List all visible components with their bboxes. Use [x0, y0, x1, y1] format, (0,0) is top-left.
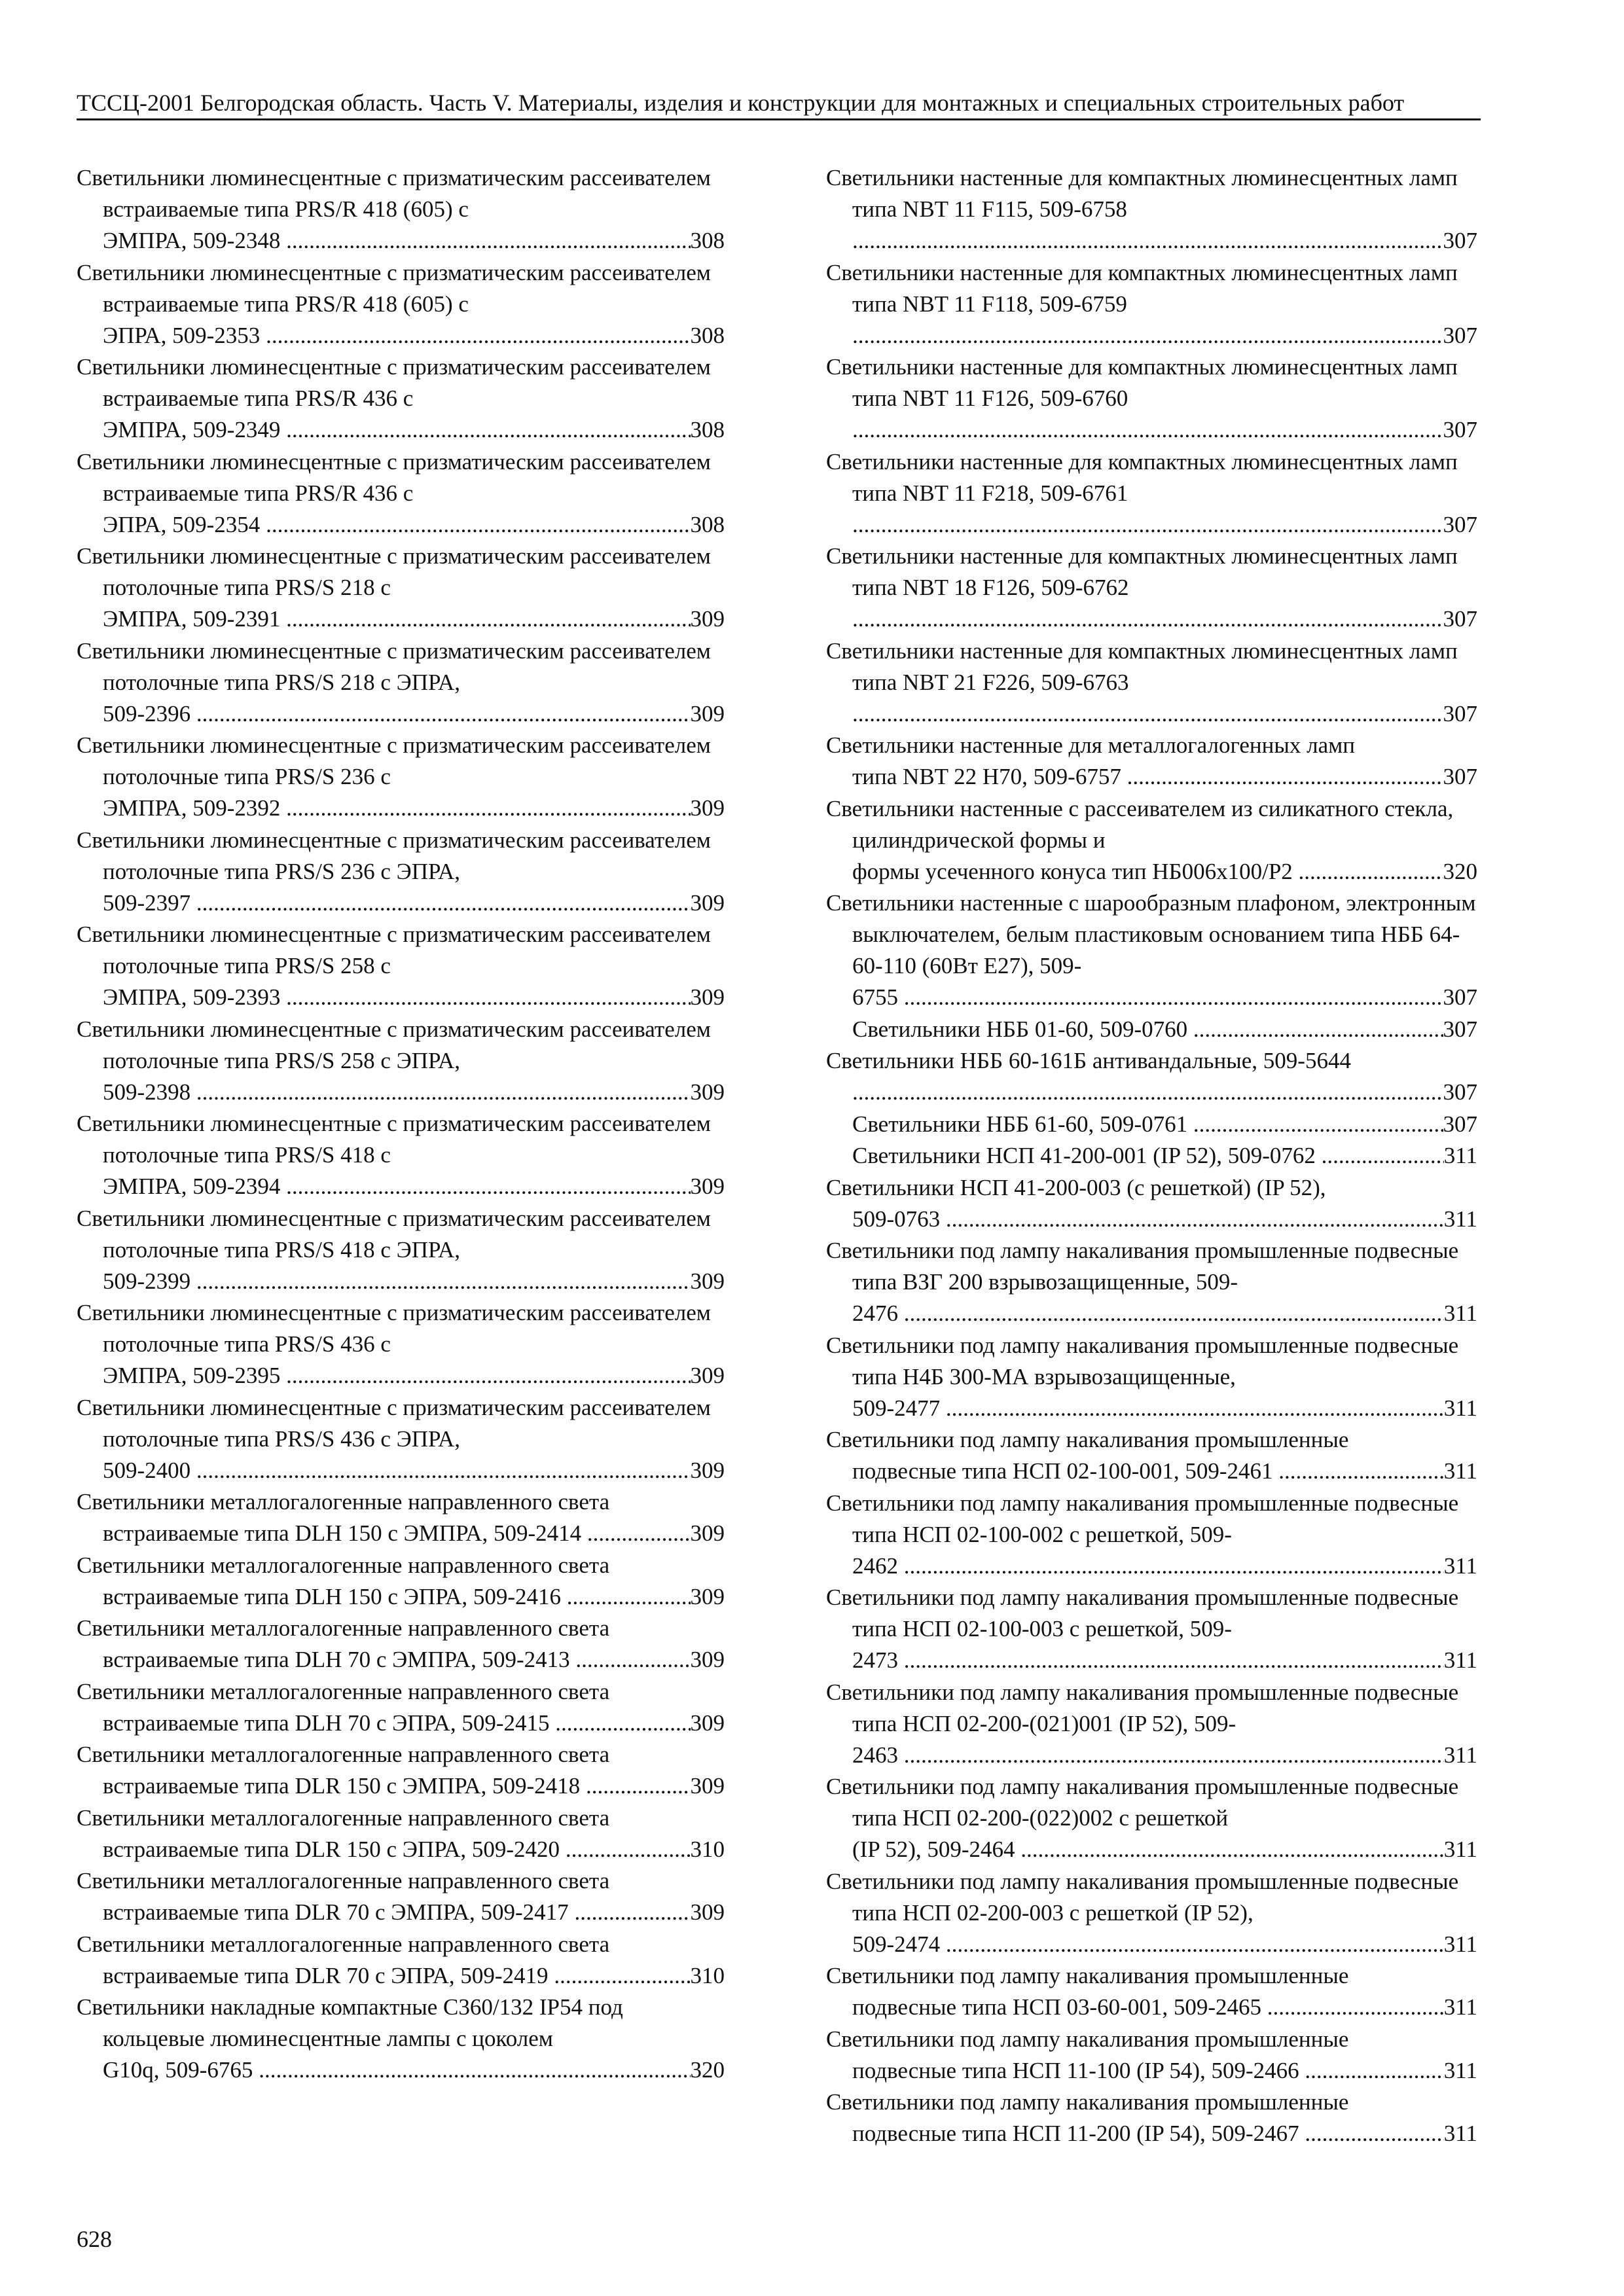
- index-entry: [826, 1140, 1477, 1172]
- entry-page-number: 311: [1443, 1994, 1477, 2020]
- index-entry: [826, 793, 1477, 888]
- entry-page-number: 309: [690, 1174, 725, 1199]
- entry-page-number: 309: [690, 1457, 725, 1483]
- index-entry: [826, 1582, 1477, 1676]
- entry-leader-line: [852, 1109, 1477, 1140]
- index-column-left: [77, 162, 725, 2087]
- entry-text: Светильники настенные для компактных люминесцентных ламп типа NBT 11 F218, 509-6761: [826, 448, 1458, 506]
- entry-page-number: 307: [1443, 228, 1477, 253]
- entry-page-number: 309: [690, 1773, 725, 1799]
- entry-leader-line: [103, 1171, 725, 1202]
- index-entry: [77, 1929, 725, 1992]
- index-entry: [77, 1676, 725, 1739]
- entry-leader-line: [852, 1834, 1477, 1865]
- entry-text: Светильники настенные с шарообразным плафоном, электронным выключателем, белым пластиковым основанием типа НББ 64-60-110 (60Вт E27), 509-: [826, 890, 1476, 978]
- entry-leader-line: [103, 603, 725, 635]
- index-entry: [826, 1045, 1477, 1108]
- entry-text: Светильники металлогалогенные направленного света: [77, 1489, 610, 1515]
- entry-text-end: [852, 698, 1443, 730]
- entry-text: Светильники под лампу накаливания промышленные подвесные типа Н4Б 300-МА взрывозащищенные,: [826, 1332, 1459, 1390]
- entry-text-end: встраиваемые типа DLR 70 с ЭМПРА, 509-2417 .....: [103, 1897, 691, 1928]
- entry-page-number: 311: [1443, 1458, 1477, 1484]
- index-entry: [826, 2087, 1477, 2149]
- index-entry: [826, 1677, 1477, 1771]
- entry-text: Светильники люминесцентные с призматическим рассеивателем встраиваемые типа PRS/R 436 с: [77, 448, 711, 506]
- entry-text-end: подвесные типа НСП 02-100-001, 509-2461 .....: [852, 1456, 1444, 1487]
- entry-text: Светильники люминесцентные с призматическим рассеивателем потолочные типа PRS/S 218 с ЭПРА,: [77, 637, 711, 695]
- entry-leader-line: [103, 1077, 725, 1108]
- entry-text-end: ЭМПРА, 509-2392 .....: [103, 793, 691, 824]
- entry-leader-line: [852, 225, 1477, 257]
- entry-leader-line: [852, 698, 1477, 730]
- entry-text-end: встраиваемые типа DLR 70 с ЭПРА, 509-2419 .....: [103, 1960, 691, 1992]
- entry-text: Светильники настенные с рассеивателем из силикатного стекла, цилиндрической формы и: [826, 795, 1454, 853]
- entry-leader-line: [852, 509, 1477, 541]
- entry-leader-line: [852, 603, 1477, 635]
- entry-leader-line: [852, 1740, 1477, 1771]
- entry-leader-line: [103, 1266, 725, 1297]
- entry-text: Светильники настенные для компактных люминесцентных ламп типа NBT 11 F118, 509-6759: [826, 259, 1458, 317]
- entry-page-number: 308: [690, 228, 725, 253]
- entry-page-number: 311: [1443, 1931, 1477, 1957]
- entry-text-end: подвесные типа НСП 03-60-001, 509-2465 .....: [852, 1992, 1444, 2023]
- entry-text: Светильники под лампу накаливания промышленные подвесные типа ВЗГ 200 взрывозащищенные, 509-: [826, 1238, 1459, 1295]
- entry-leader-line: [103, 320, 725, 351]
- index-entry: [77, 446, 725, 541]
- entry-leader-line: [852, 1077, 1477, 1108]
- index-entry: [826, 1866, 1477, 1960]
- entry-page-number: 307: [1443, 511, 1477, 537]
- index-entry: [826, 351, 1477, 446]
- index-entry: [826, 1424, 1477, 1487]
- entry-leader-line: [852, 761, 1477, 793]
- entry-leader-line: [103, 509, 725, 541]
- entry-page-number: 320: [690, 2057, 725, 2083]
- entry-text: Светильники люминесцентные с призматическим рассеивателем потолочные типа PRS/S 236 с ЭПРА,: [77, 827, 711, 884]
- entry-text: Светильники люминесцентные с призматическим рассеивателем встраиваемые типа PRS/R 418 (605) с: [77, 259, 711, 317]
- entry-page-number: 311: [1443, 1300, 1477, 1326]
- entry-text-end: ЭМПРА, 509-2349 .....: [103, 414, 691, 446]
- entry-text: Светильники люминесцентные с призматическим рассеивателем потолочные типа PRS/S 236 с: [77, 732, 711, 789]
- entry-text-end: Светильники НББ 61-60, 509-0761 .....: [852, 1109, 1443, 1140]
- entry-page-number: 309: [690, 1899, 725, 1925]
- entry-leader-line: [852, 1645, 1477, 1676]
- index-entry: [826, 1235, 1477, 1329]
- index-entry: [826, 1172, 1477, 1235]
- entry-text: Светильники металлогалогенные направленного света: [77, 1804, 610, 1831]
- index-entry: [77, 919, 725, 1013]
- entry-text-end: Светильники НСП 41-200-001 (IP 52), 509-0762 .....: [852, 1140, 1444, 1172]
- entry-text: Светильники настенные для металлогалогенных ламп: [826, 732, 1355, 758]
- entry-page-number: 310: [690, 1962, 725, 1988]
- entry-text-end: 2476 .....: [852, 1298, 1444, 1329]
- entry-text-end: ЭМПРА, 509-2394 .....: [103, 1171, 691, 1202]
- index-entry: [826, 1960, 1477, 2023]
- index-entry: [77, 1803, 725, 1865]
- entry-leader-line: [852, 1204, 1477, 1235]
- entry-leader-line: [852, 1992, 1477, 2023]
- index-entry: [826, 162, 1477, 257]
- entry-leader-line: [103, 1770, 725, 1802]
- entry-leader-line: [103, 793, 725, 824]
- entry-text-end: (IP 52), 509-2464 .....: [852, 1834, 1444, 1865]
- entry-leader-line: [852, 1929, 1477, 1960]
- entry-text-end: ЭМПРА, 509-2393 .....: [103, 982, 691, 1013]
- index-entry: [77, 162, 725, 257]
- entry-page-number: 311: [1443, 1837, 1477, 1862]
- entry-leader-line: [103, 1360, 725, 1391]
- entry-page-number: 311: [1443, 2057, 1477, 2083]
- entry-leader-line: [103, 1708, 725, 1739]
- entry-text-end: [852, 320, 1443, 351]
- entry-leader-line: [103, 414, 725, 446]
- entry-leader-line: [852, 1551, 1477, 1582]
- entry-leader-line: [103, 1518, 725, 1549]
- index-entry: [77, 541, 725, 635]
- entry-leader-line: [852, 1393, 1477, 1424]
- index-entry: [77, 1865, 725, 1928]
- index-entry: [77, 1992, 725, 2086]
- entry-text-end: ЭПРА, 509-2353 .....: [103, 320, 691, 351]
- entry-page-number: 311: [1443, 2121, 1477, 2146]
- entry-text-end: ЭПРА, 509-2354 .....: [103, 509, 691, 541]
- entry-text: Светильники люминесцентные с призматическим рассеивателем потолочные типа PRS/S 258 с ЭПРА,: [77, 1016, 711, 1073]
- entry-text: Светильники металлогалогенные направленного света: [77, 1742, 610, 1767]
- entry-text-end: 2473 .....: [852, 1645, 1444, 1676]
- index-entry: [826, 2024, 1477, 2087]
- entry-page-number: 308: [690, 322, 725, 348]
- entry-leader-line: [852, 856, 1477, 888]
- entry-text-end: типа NBT 22 H70, 509-6757 .....: [852, 761, 1443, 793]
- entry-page-number: 307: [1443, 1016, 1477, 1042]
- index-entry: [826, 257, 1477, 351]
- entry-page-number: 309: [690, 889, 725, 916]
- entry-page-number: 311: [1443, 1742, 1477, 1768]
- entry-page-number: 308: [690, 417, 725, 442]
- entry-page-number: 307: [1443, 322, 1477, 348]
- index-entry: [77, 1550, 725, 1613]
- entry-text-end: встраиваемые типа DLR 150 с ЭПРА, 509-2420 .....: [103, 1834, 691, 1865]
- entry-text: Светильники под лампу накаливания промышленные: [826, 2026, 1349, 2052]
- entry-text-end: 6755 .....: [852, 982, 1443, 1013]
- entry-text: Светильники металлогалогенные направленного света: [77, 1552, 610, 1578]
- entry-leader-line: [103, 2054, 725, 2086]
- entry-text: Светильники под лампу накаливания промышленные: [826, 1963, 1349, 1988]
- entry-text: Светильники металлогалогенные направленного света: [77, 1931, 610, 1957]
- entry-text-end: подвесные типа НСП 11-100 (IP 54), 509-2466 .....: [852, 2055, 1444, 2087]
- entry-leader-line: [852, 982, 1477, 1013]
- entry-text: Светильники люминесцентные с призматическим рассеивателем встраиваемые типа PRS/R 418 (605) с: [77, 165, 711, 222]
- entry-page-number: 309: [690, 1268, 725, 1294]
- entry-text-end: 509-0763 .....: [852, 1204, 1444, 1235]
- index-entry: [826, 730, 1477, 793]
- entry-text-end: 2463 .....: [852, 1740, 1444, 1771]
- entry-text-end: ЭМПРА, 509-2348 .....: [103, 225, 691, 257]
- entry-text: Светильники НББ 60-161Б антивандальные, 509-5644: [826, 1048, 1351, 1073]
- entry-text-end: 509-2477 .....: [852, 1393, 1444, 1424]
- entry-text: Светильники под лампу накаливания промышленные: [826, 1427, 1349, 1452]
- index-entry: [77, 1297, 725, 1391]
- entry-text: Светильники люминесцентные с призматическим рассеивателем потолочные типа PRS/S 418 с ЭПРА,: [77, 1205, 711, 1263]
- entry-page-number: 309: [690, 1647, 725, 1672]
- entry-page-number: 309: [690, 1363, 725, 1388]
- entry-text: Светильники под лампу накаливания промышленные подвесные типа НСП 02-100-003 с решеткой, 509-: [826, 1585, 1459, 1641]
- entry-page-number: 309: [690, 795, 725, 821]
- entry-leader-line: [103, 1897, 725, 1928]
- entry-leader-line: [103, 982, 725, 1013]
- entry-page-number: 307: [1443, 606, 1477, 632]
- entry-text-end: встраиваемые типа DLR 150 с ЭМПРА, 509-2418 .....: [103, 1770, 691, 1802]
- entry-text-end: [852, 225, 1443, 257]
- entry-page-number: 310: [690, 1836, 725, 1862]
- entry-text-end: встраиваемые типа DLH 150 с ЭПРА, 509-2416 .....: [103, 1581, 691, 1613]
- entry-text: Светильники люминесцентные с призматическим рассеивателем потолочные типа PRS/S 436 с: [77, 1300, 711, 1357]
- index-entry: [826, 1330, 1477, 1424]
- entry-text: Светильники металлогалогенные направленного света: [77, 1615, 610, 1641]
- entry-text-end: [852, 603, 1443, 635]
- entry-page-number: 309: [690, 700, 725, 726]
- entry-text-end: 509-2397 .....: [103, 888, 691, 919]
- entry-page-number: 309: [690, 1520, 725, 1546]
- index-entry: [826, 541, 1477, 635]
- entry-text-end: 2462 .....: [852, 1551, 1444, 1582]
- entry-page-number: 308: [690, 511, 725, 537]
- entry-text-end: 509-2396 .....: [103, 698, 691, 730]
- entry-page-number: 309: [690, 606, 725, 632]
- entry-text-end: Светильники НББ 01-60, 509-0760 .....: [852, 1014, 1443, 1045]
- index-entry: [77, 825, 725, 919]
- entry-text-end: [852, 1077, 1443, 1108]
- entry-leader-line: [852, 1014, 1477, 1045]
- entry-page-number: 309: [690, 1583, 725, 1609]
- entry-text: Светильники настенные для компактных люминесцентных ламп типа NBT 11 F126, 509-6760: [826, 354, 1458, 411]
- entry-text: Светильники люминесцентные с призматическим рассеивателем потолочные типа PRS/S 258 с: [77, 922, 711, 978]
- index-entry: [77, 1014, 725, 1108]
- entry-text: Светильники под лампу накаливания промышленные подвесные типа НСП 02-200-(021)001 (IP 52), 509-: [826, 1679, 1459, 1736]
- entry-text: Светильники настенные для компактных люминесцентных ламп типа NBT 18 F126, 509-6762: [826, 543, 1458, 600]
- page-header: ТССЦ-2001 Белгородская область. Часть V. Материалы, изделия и конструкции для монтажных и специальных строительных работ: [77, 90, 1405, 116]
- entry-text: Светильники настенные для компактных люминесцентных ламп типа NBT 11 F115, 509-6758: [826, 165, 1458, 222]
- entry-page-number: 311: [1443, 1206, 1477, 1232]
- index-entry: [77, 1203, 725, 1297]
- entry-leader-line: [852, 1140, 1477, 1172]
- entry-text-end: формы усеченного конуса тип НБ006х100/Р2 .....: [852, 856, 1443, 888]
- entry-text: Светильники под лампу накаливания промышленные: [826, 2089, 1349, 2115]
- entry-page-number: 307: [1443, 700, 1477, 726]
- entry-text-end: 509-2474 .....: [852, 1929, 1444, 1960]
- index-column-right: [826, 162, 1477, 2150]
- entry-text-end: ЭМПРА, 509-2395 .....: [103, 1360, 691, 1391]
- page-number: 628: [77, 2226, 112, 2252]
- entry-text-end: встраиваемые типа DLH 70 с ЭМПРА, 509-2413 .....: [103, 1644, 691, 1676]
- entry-leader-line: [103, 1960, 725, 1992]
- entry-text-end: 509-2398 .....: [103, 1077, 691, 1108]
- entry-leader-line: [103, 1834, 725, 1865]
- entry-page-number: 307: [1443, 1079, 1477, 1105]
- entry-page-number: 311: [1443, 1395, 1477, 1421]
- index-entry: [77, 1486, 725, 1549]
- entry-leader-line: [852, 1456, 1477, 1487]
- index-entry: [77, 1392, 725, 1486]
- entry-text: Светильники металлогалогенные направленного света: [77, 1868, 610, 1893]
- entry-page-number: 307: [1443, 417, 1477, 442]
- entry-text: Светильники настенные для компактных люминесцентных ламп типа NBT 21 F226, 509-6763: [826, 637, 1458, 695]
- entry-page-number: 311: [1443, 1552, 1477, 1579]
- entry-text: Светильники накладные компактные C360/132 IP54 под кольцевые люминесцентные лампы с цоколем: [77, 1994, 623, 2051]
- entry-leader-line: [852, 2055, 1477, 2087]
- header-divider: [77, 118, 1481, 120]
- entry-text: Светильники люминесцентные с призматическим рассеивателем потолочные типа PRS/S 436 с ЭПРА,: [77, 1394, 711, 1452]
- entry-leader-line: [103, 225, 725, 257]
- entry-page-number: 311: [1443, 1647, 1477, 1673]
- entry-text: Светильники люминесцентные с призматическим рассеивателем потолочные типа PRS/S 218 с: [77, 543, 711, 600]
- entry-text: Светильники металлогалогенные направленного света: [77, 1678, 610, 1704]
- entry-page-number: 307: [1443, 764, 1477, 789]
- entry-leader-line: [852, 1298, 1477, 1329]
- entry-leader-line: [103, 1581, 725, 1613]
- index-entry: [77, 730, 725, 824]
- index-entry: [77, 351, 725, 446]
- entry-page-number: 309: [690, 984, 725, 1010]
- index-entry: [826, 636, 1477, 730]
- entry-text-end: ЭМПРА, 509-2391 .....: [103, 603, 691, 635]
- entry-leader-line: [852, 2118, 1477, 2149]
- entry-page-number: 309: [690, 1079, 725, 1105]
- entry-text: Светильники НСП 41-200-003 (с решеткой) (IP 52),: [826, 1174, 1326, 1200]
- index-entry: [826, 1109, 1477, 1140]
- index-entry: [826, 1771, 1477, 1865]
- entry-leader-line: [852, 414, 1477, 446]
- entry-leader-line: [852, 320, 1477, 351]
- entry-page-number: 309: [690, 1710, 725, 1736]
- entry-text: Светильники под лампу накаливания промышленные подвесные типа НСП 02-200-(022)002 с решеткой: [826, 1774, 1459, 1831]
- entry-text-end: подвесные типа НСП 11-200 (IP 54), 509-2467 .....: [852, 2118, 1444, 2149]
- entry-leader-line: [103, 888, 725, 919]
- entry-text-end: G10q, 509-6765 .....: [103, 2054, 691, 2086]
- entry-text-end: встраиваемые типа DLH 150 с ЭМПРА, 509-2414 .....: [103, 1518, 691, 1549]
- entry-text: Светильники под лампу накаливания промышленные подвесные типа НСП 02-100-002 с решеткой, 509-: [826, 1490, 1459, 1547]
- entry-page-number: 307: [1443, 1111, 1477, 1137]
- index-entry: [826, 1014, 1477, 1045]
- index-entry: [77, 1739, 725, 1802]
- index-entry: [826, 1488, 1477, 1582]
- entry-text: Светильники люминесцентные с призматическим рассеивателем потолочные типа PRS/S 418 с: [77, 1111, 711, 1168]
- index-entry: [77, 1613, 725, 1676]
- index-entry: [77, 1108, 725, 1202]
- entry-leader-line: [103, 698, 725, 730]
- entry-text-end: 509-2400 .....: [103, 1455, 691, 1486]
- entry-text: Светильники люминесцентные с призматическим рассеивателем встраиваемые типа PRS/R 436 с: [77, 354, 711, 411]
- index-entry: [826, 888, 1477, 1013]
- entry-leader-line: [103, 1455, 725, 1486]
- entry-text: Светильники под лампу накаливания промышленные подвесные типа НСП 02-200-003 с решеткой (IP 52),: [826, 1868, 1459, 1926]
- index-entry: [77, 636, 725, 730]
- index-entry: [77, 257, 725, 351]
- entry-text-end: [852, 414, 1443, 446]
- entry-page-number: 307: [1443, 984, 1477, 1010]
- entry-page-number: 320: [1443, 858, 1477, 884]
- entry-leader-line: [103, 1644, 725, 1676]
- entry-text-end: 509-2399 .....: [103, 1266, 691, 1297]
- entry-page-number: 311: [1443, 1143, 1477, 1168]
- entry-text-end: встраиваемые типа DLH 70 с ЭПРА, 509-2415 .....: [103, 1708, 691, 1739]
- entry-text-end: [852, 509, 1443, 541]
- index-entry: [826, 446, 1477, 541]
